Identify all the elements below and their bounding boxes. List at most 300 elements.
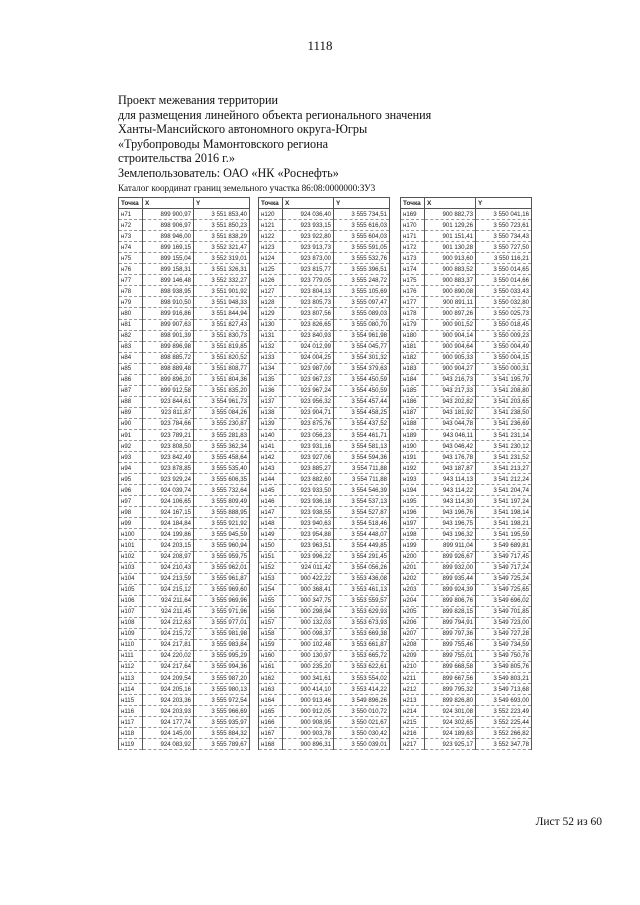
table-row bbox=[259, 728, 390, 739]
y-coordinate-cell: 3 541 230,12 bbox=[476, 441, 532, 452]
y-coordinate-cell: 3 555 248,72 bbox=[334, 275, 390, 286]
y-coordinate-cell: 3 550 009,23 bbox=[476, 330, 532, 341]
y-coordinate-cell: 3 555 961,87 bbox=[194, 573, 250, 584]
table-row bbox=[401, 728, 532, 739]
point-name-cell: н188 bbox=[401, 418, 425, 429]
point-name-cell: н160 bbox=[259, 650, 283, 661]
point-name-cell: н166 bbox=[259, 717, 283, 728]
x-coordinate-cell: 900 912,05 bbox=[283, 706, 334, 717]
x-coordinate-cell: 899 755,46 bbox=[425, 639, 476, 650]
table-row bbox=[401, 275, 532, 286]
y-coordinate-cell: 3 549 725,24 bbox=[476, 573, 532, 584]
x-coordinate-cell: 900 098,37 bbox=[283, 628, 334, 639]
point-name-cell: н123 bbox=[259, 242, 283, 253]
table-row bbox=[259, 452, 390, 463]
y-coordinate-cell: 3 555 921,92 bbox=[194, 518, 250, 529]
header-line: «Трубопроводы Мамонтовского региона bbox=[118, 136, 328, 151]
x-coordinate-cell: 924 106,65 bbox=[143, 496, 194, 507]
y-coordinate-cell: 3 554 450,59 bbox=[334, 385, 390, 396]
point-name-cell: н79 bbox=[119, 297, 143, 308]
x-coordinate-cell: 924 203,93 bbox=[143, 706, 194, 717]
point-name-cell: н81 bbox=[119, 319, 143, 330]
x-coordinate-cell: 923 842,49 bbox=[143, 452, 194, 463]
point-name-cell: н147 bbox=[259, 507, 283, 518]
table-row bbox=[119, 474, 250, 485]
y-coordinate-cell: 3 549 689,81 bbox=[476, 540, 532, 551]
point-name-cell: н71 bbox=[119, 209, 143, 220]
y-coordinate-cell: 3 554 448,07 bbox=[334, 529, 390, 540]
point-name-cell: н205 bbox=[401, 606, 425, 617]
x-coordinate-cell: 923 967,23 bbox=[283, 374, 334, 385]
x-coordinate-cell: 923 811,87 bbox=[143, 407, 194, 418]
point-name-cell: н211 bbox=[401, 673, 425, 684]
y-coordinate-cell: 3 555 888,95 bbox=[194, 507, 250, 518]
point-name-cell: н155 bbox=[259, 595, 283, 606]
x-coordinate-cell: 900 368,41 bbox=[283, 584, 334, 595]
point-name-cell: н182 bbox=[401, 352, 425, 363]
y-coordinate-cell: 3 550 723,61 bbox=[476, 220, 532, 231]
table-row bbox=[401, 286, 532, 297]
table-row bbox=[119, 242, 250, 253]
point-name-cell: н178 bbox=[401, 308, 425, 319]
x-coordinate-cell: 924 208,97 bbox=[143, 551, 194, 562]
point-name-cell: н75 bbox=[119, 253, 143, 264]
x-coordinate-cell: 898 885,72 bbox=[143, 352, 194, 363]
point-name-cell: н82 bbox=[119, 330, 143, 341]
x-coordinate-cell: 900 347,75 bbox=[283, 595, 334, 606]
x-coordinate-cell: 899 828,15 bbox=[425, 606, 476, 617]
x-coordinate-cell: 900 896,31 bbox=[283, 739, 334, 750]
x-coordinate-cell: 923 873,00 bbox=[283, 253, 334, 264]
point-name-cell: н139 bbox=[259, 418, 283, 429]
x-coordinate-cell: 924 199,86 bbox=[143, 529, 194, 540]
x-coordinate-cell: 923 938,55 bbox=[283, 507, 334, 518]
table-row bbox=[119, 706, 250, 717]
x-coordinate-cell: 923 933,15 bbox=[283, 220, 334, 231]
y-coordinate-cell: 3 541 231,52 bbox=[476, 452, 532, 463]
y-coordinate-cell: 3 551 820,52 bbox=[194, 352, 250, 363]
table-row bbox=[119, 540, 250, 551]
point-name-cell: н165 bbox=[259, 706, 283, 717]
x-coordinate-cell: 900 903,78 bbox=[283, 728, 334, 739]
y-coordinate-cell: 3 555 994,36 bbox=[194, 661, 250, 672]
point-name-cell: н106 bbox=[119, 595, 143, 606]
table-row bbox=[119, 739, 250, 750]
y-coordinate-cell: 3 541 238,50 bbox=[476, 407, 532, 418]
y-coordinate-cell: 3 554 461,71 bbox=[334, 429, 390, 440]
point-name-cell: н174 bbox=[401, 264, 425, 275]
table-row bbox=[401, 606, 532, 617]
table-row bbox=[259, 573, 390, 584]
table-row bbox=[119, 253, 250, 264]
y-coordinate-cell: 3 550 004,15 bbox=[476, 352, 532, 363]
x-coordinate-cell: 943 196,76 bbox=[425, 507, 476, 518]
y-coordinate-cell: 3 554 301,32 bbox=[334, 352, 390, 363]
table-row bbox=[259, 695, 390, 706]
x-coordinate-cell: 923 885,27 bbox=[283, 463, 334, 474]
x-coordinate-cell: 923 987,09 bbox=[283, 363, 334, 374]
point-name-cell: н201 bbox=[401, 562, 425, 573]
x-coordinate-cell: 923 956,32 bbox=[283, 396, 334, 407]
y-coordinate-cell: 3 550 032,80 bbox=[476, 297, 532, 308]
table-row bbox=[259, 673, 390, 684]
header-line: Проект межевания территории bbox=[118, 93, 279, 107]
y-coordinate-cell: 3 554 457,44 bbox=[334, 396, 390, 407]
x-coordinate-cell: 899 924,39 bbox=[425, 584, 476, 595]
x-coordinate-cell: 900 298,94 bbox=[283, 606, 334, 617]
table-row bbox=[401, 352, 532, 363]
x-coordinate-cell: 898 889,48 bbox=[143, 363, 194, 374]
y-coordinate-cell: 3 555 981,98 bbox=[194, 628, 250, 639]
point-name-cell: н142 bbox=[259, 452, 283, 463]
point-name-cell: н86 bbox=[119, 374, 143, 385]
table-row bbox=[401, 209, 532, 220]
point-name-cell: н129 bbox=[259, 308, 283, 319]
table-row bbox=[119, 562, 250, 573]
table-row bbox=[119, 584, 250, 595]
y-coordinate-cell: 3 541 195,79 bbox=[476, 374, 532, 385]
table-row bbox=[259, 441, 390, 452]
point-name-cell: н93 bbox=[119, 452, 143, 463]
table-row bbox=[401, 485, 532, 496]
table-row bbox=[119, 717, 250, 728]
y-coordinate-cell: 3 541 198,14 bbox=[476, 507, 532, 518]
x-coordinate-cell: 943 217,33 bbox=[425, 385, 476, 396]
point-name-cell: н172 bbox=[401, 242, 425, 253]
y-coordinate-cell: 3 541 212,24 bbox=[476, 474, 532, 485]
point-name-cell: н87 bbox=[119, 385, 143, 396]
x-coordinate-cell: 943 196,75 bbox=[425, 518, 476, 529]
point-name-cell: н119 bbox=[119, 739, 143, 750]
x-coordinate-cell: 923 882,60 bbox=[283, 474, 334, 485]
y-coordinate-cell: 3 554 711,88 bbox=[334, 463, 390, 474]
y-coordinate-cell: 3 550 033,43 bbox=[476, 286, 532, 297]
y-coordinate-cell: 3 551 835,20 bbox=[194, 385, 250, 396]
point-name-cell: н107 bbox=[119, 606, 143, 617]
table-row bbox=[119, 275, 250, 286]
point-name-cell: н209 bbox=[401, 650, 425, 661]
point-name-cell: н105 bbox=[119, 584, 143, 595]
point-name-cell: н140 bbox=[259, 429, 283, 440]
point-name-cell: н114 bbox=[119, 684, 143, 695]
y-coordinate-cell: 3 550 727,50 bbox=[476, 242, 532, 253]
y-coordinate-cell: 3 552 266,82 bbox=[476, 728, 532, 739]
y-coordinate-cell: 3 551 948,33 bbox=[194, 297, 250, 308]
x-coordinate-cell: 899 826,80 bbox=[425, 695, 476, 706]
x-coordinate-cell: 899 794,91 bbox=[425, 617, 476, 628]
y-coordinate-cell: 3 555 230,87 bbox=[194, 418, 250, 429]
table-row bbox=[119, 441, 250, 452]
table-row bbox=[401, 717, 532, 728]
point-name-cell: н77 bbox=[119, 275, 143, 286]
point-name-cell: н144 bbox=[259, 474, 283, 485]
point-name-cell: н153 bbox=[259, 573, 283, 584]
point-name-cell: н83 bbox=[119, 341, 143, 352]
point-name-cell: н190 bbox=[401, 441, 425, 452]
header-line: Землепользователь: ОАО «НК «Роснефть» bbox=[118, 165, 339, 180]
point-name-cell: н194 bbox=[401, 485, 425, 496]
x-coordinate-cell: 923 996,22 bbox=[283, 551, 334, 562]
table-row bbox=[119, 396, 250, 407]
y-coordinate-cell: 3 555 789,67 bbox=[194, 739, 250, 750]
table-row bbox=[259, 706, 390, 717]
y-coordinate-cell: 3 549 723,00 bbox=[476, 617, 532, 628]
y-coordinate-cell: 3 541 197,24 bbox=[476, 496, 532, 507]
table-row bbox=[259, 319, 390, 330]
x-coordinate-cell: 923 844,61 bbox=[143, 396, 194, 407]
y-coordinate-cell: 3 554 437,52 bbox=[334, 418, 390, 429]
x-coordinate-cell: 901 151,41 bbox=[425, 231, 476, 242]
point-name-cell: н97 bbox=[119, 496, 143, 507]
table-row bbox=[259, 286, 390, 297]
point-name-cell: н170 bbox=[401, 220, 425, 231]
x-coordinate-cell: 924 177,74 bbox=[143, 717, 194, 728]
point-name-cell: н206 bbox=[401, 617, 425, 628]
table-row bbox=[401, 220, 532, 231]
point-name-cell: н121 bbox=[259, 220, 283, 231]
point-name-cell: н78 bbox=[119, 286, 143, 297]
point-name-cell: н148 bbox=[259, 518, 283, 529]
point-name-cell: н96 bbox=[119, 485, 143, 496]
coordinates-table-3 bbox=[400, 197, 532, 750]
x-coordinate-cell: 923 804,13 bbox=[283, 286, 334, 297]
table-row bbox=[119, 209, 250, 220]
x-coordinate-cell: 924 205,16 bbox=[143, 684, 194, 695]
y-coordinate-cell: 3 552 347,78 bbox=[476, 739, 532, 750]
table-row bbox=[119, 385, 250, 396]
y-coordinate-cell: 3 555 591,05 bbox=[334, 242, 390, 253]
y-coordinate-cell: 3 555 945,59 bbox=[194, 529, 250, 540]
y-coordinate-cell: 3 551 838,29 bbox=[194, 231, 250, 242]
table-row bbox=[401, 661, 532, 672]
y-coordinate-cell: 3 541 213,27 bbox=[476, 463, 532, 474]
x-coordinate-cell: 900 890,08 bbox=[425, 286, 476, 297]
point-name-cell: н132 bbox=[259, 341, 283, 352]
y-coordinate-cell: 3 555 995,29 bbox=[194, 650, 250, 661]
table-row bbox=[259, 275, 390, 286]
y-coordinate-cell: 3 553 414,22 bbox=[334, 684, 390, 695]
y-coordinate-cell: 3 555 884,32 bbox=[194, 728, 250, 739]
point-name-cell: н115 bbox=[119, 695, 143, 706]
x-coordinate-cell: 899 795,32 bbox=[425, 684, 476, 695]
table-row bbox=[119, 728, 250, 739]
column-header-y: Y bbox=[194, 198, 250, 209]
y-coordinate-cell: 3 554 546,39 bbox=[334, 485, 390, 496]
y-coordinate-cell: 3 555 616,03 bbox=[334, 220, 390, 231]
y-coordinate-cell: 3 551 804,36 bbox=[194, 374, 250, 385]
table-row bbox=[401, 363, 532, 374]
y-coordinate-cell: 3 541 204,74 bbox=[476, 485, 532, 496]
y-coordinate-cell: 3 550 041,16 bbox=[476, 209, 532, 220]
table-row bbox=[119, 507, 250, 518]
table-row bbox=[259, 385, 390, 396]
table-row bbox=[119, 463, 250, 474]
y-coordinate-cell: 3 553 673,93 bbox=[334, 617, 390, 628]
y-coordinate-cell: 3 555 809,49 bbox=[194, 496, 250, 507]
y-coordinate-cell: 3 554 961,73 bbox=[194, 396, 250, 407]
y-coordinate-cell: 3 551 808,77 bbox=[194, 363, 250, 374]
x-coordinate-cell: 924 217,64 bbox=[143, 661, 194, 672]
y-coordinate-cell: 3 555 084,26 bbox=[194, 407, 250, 418]
x-coordinate-cell: 943 046,11 bbox=[425, 429, 476, 440]
table-row bbox=[259, 507, 390, 518]
x-coordinate-cell: 924 167,15 bbox=[143, 507, 194, 518]
point-name-cell: н156 bbox=[259, 606, 283, 617]
x-coordinate-cell: 899 935,44 bbox=[425, 573, 476, 584]
x-coordinate-cell: 899 667,56 bbox=[425, 673, 476, 684]
point-name-cell: н184 bbox=[401, 374, 425, 385]
x-coordinate-cell: 899 169,15 bbox=[143, 242, 194, 253]
point-name-cell: н149 bbox=[259, 529, 283, 540]
table-row bbox=[401, 628, 532, 639]
point-name-cell: н189 bbox=[401, 429, 425, 440]
page-number: 1118 bbox=[307, 38, 333, 53]
y-coordinate-cell: 3 549 713,68 bbox=[476, 684, 532, 695]
table-row bbox=[119, 418, 250, 429]
y-coordinate-cell: 3 552 225,44 bbox=[476, 717, 532, 728]
y-coordinate-cell: 3 555 969,96 bbox=[194, 595, 250, 606]
y-coordinate-cell: 3 552 223,49 bbox=[476, 706, 532, 717]
table-row bbox=[401, 673, 532, 684]
table-row bbox=[119, 606, 250, 617]
point-name-cell: н72 bbox=[119, 220, 143, 231]
point-name-cell: н150 bbox=[259, 540, 283, 551]
y-coordinate-cell: 3 551 830,73 bbox=[194, 330, 250, 341]
x-coordinate-cell: 899 911,04 bbox=[425, 540, 476, 551]
x-coordinate-cell: 943 202,82 bbox=[425, 396, 476, 407]
x-coordinate-cell: 923 805,73 bbox=[283, 297, 334, 308]
y-coordinate-cell: 3 555 962,01 bbox=[194, 562, 250, 573]
point-name-cell: н191 bbox=[401, 452, 425, 463]
point-name-cell: н158 bbox=[259, 628, 283, 639]
table-row bbox=[119, 297, 250, 308]
table-row bbox=[259, 617, 390, 628]
coordinates-table-2 bbox=[258, 197, 390, 750]
header-line: Ханты-Мансийского автономного округа-Югры bbox=[118, 122, 368, 137]
y-coordinate-cell: 3 555 105,69 bbox=[334, 286, 390, 297]
x-coordinate-cell: 924 189,63 bbox=[425, 728, 476, 739]
y-coordinate-cell: 3 555 080,70 bbox=[334, 319, 390, 330]
column-header-point: Точка bbox=[119, 198, 143, 209]
point-name-cell: н173 bbox=[401, 253, 425, 264]
table-row bbox=[401, 739, 532, 750]
y-coordinate-cell: 3 553 669,38 bbox=[334, 628, 390, 639]
table-row bbox=[119, 628, 250, 639]
table-row bbox=[119, 673, 250, 684]
table-row bbox=[259, 264, 390, 275]
point-name-cell: н212 bbox=[401, 684, 425, 695]
y-coordinate-cell: 3 553 665,72 bbox=[334, 650, 390, 661]
x-coordinate-cell: 898 946,00 bbox=[143, 231, 194, 242]
x-coordinate-cell: 923 904,71 bbox=[283, 407, 334, 418]
x-coordinate-cell: 924 203,36 bbox=[143, 695, 194, 706]
x-coordinate-cell: 943 196,32 bbox=[425, 529, 476, 540]
sheet-footer: Лист 52 из 60 bbox=[535, 816, 602, 828]
y-coordinate-cell: 3 549 717,45 bbox=[476, 551, 532, 562]
x-coordinate-cell: 943 044,78 bbox=[425, 418, 476, 429]
y-coordinate-cell: 3 554 379,63 bbox=[334, 363, 390, 374]
y-coordinate-cell: 3 554 045,77 bbox=[334, 341, 390, 352]
x-coordinate-cell: 924 212,63 bbox=[143, 617, 194, 628]
table-row bbox=[401, 595, 532, 606]
x-coordinate-cell: 899 896,98 bbox=[143, 341, 194, 352]
x-coordinate-cell: 900 102,48 bbox=[283, 639, 334, 650]
point-name-cell: н130 bbox=[259, 319, 283, 330]
x-coordinate-cell: 899 146,48 bbox=[143, 275, 194, 286]
table-row bbox=[401, 650, 532, 661]
table-row bbox=[119, 661, 250, 672]
x-coordinate-cell: 900 904,27 bbox=[425, 363, 476, 374]
point-name-cell: н215 bbox=[401, 717, 425, 728]
x-coordinate-cell: 900 913,60 bbox=[425, 253, 476, 264]
y-coordinate-cell: 3 555 604,03 bbox=[334, 231, 390, 242]
x-coordinate-cell: 924 083,92 bbox=[143, 739, 194, 750]
y-coordinate-cell: 3 553 554,02 bbox=[334, 673, 390, 684]
point-name-cell: н175 bbox=[401, 275, 425, 286]
y-coordinate-cell: 3 553 661,87 bbox=[334, 639, 390, 650]
y-coordinate-cell: 3 554 961,98 bbox=[334, 330, 390, 341]
document-header bbox=[118, 93, 558, 181]
table-row bbox=[401, 639, 532, 650]
point-name-cell: н187 bbox=[401, 407, 425, 418]
table-row bbox=[259, 209, 390, 220]
table-row bbox=[259, 485, 390, 496]
point-name-cell: н214 bbox=[401, 706, 425, 717]
x-coordinate-cell: 923 784,66 bbox=[143, 418, 194, 429]
point-name-cell: н141 bbox=[259, 441, 283, 452]
point-name-cell: н136 bbox=[259, 385, 283, 396]
y-coordinate-cell: 3 555 606,35 bbox=[194, 474, 250, 485]
table-row bbox=[401, 407, 532, 418]
table-row bbox=[401, 573, 532, 584]
point-name-cell: н202 bbox=[401, 573, 425, 584]
x-coordinate-cell: 899 912,58 bbox=[143, 385, 194, 396]
point-name-cell: н88 bbox=[119, 396, 143, 407]
point-name-cell: н197 bbox=[401, 518, 425, 529]
table-row bbox=[259, 606, 390, 617]
point-name-cell: н181 bbox=[401, 341, 425, 352]
x-coordinate-cell: 900 901,52 bbox=[425, 319, 476, 330]
point-name-cell: н100 bbox=[119, 529, 143, 540]
table-row bbox=[119, 650, 250, 661]
table-row bbox=[259, 529, 390, 540]
x-coordinate-cell: 900 883,52 bbox=[425, 264, 476, 275]
y-coordinate-cell: 3 554 711,88 bbox=[334, 474, 390, 485]
y-coordinate-cell: 3 555 959,75 bbox=[194, 551, 250, 562]
y-coordinate-cell: 3 549 725,65 bbox=[476, 584, 532, 595]
table-row bbox=[119, 231, 250, 242]
point-name-cell: н92 bbox=[119, 441, 143, 452]
point-name-cell: н111 bbox=[119, 650, 143, 661]
table-row bbox=[401, 231, 532, 242]
x-coordinate-cell: 899 806,76 bbox=[425, 595, 476, 606]
y-coordinate-cell: 3 551 853,40 bbox=[194, 209, 250, 220]
column-header-x: X bbox=[283, 198, 334, 209]
point-name-cell: н134 bbox=[259, 363, 283, 374]
table-row bbox=[401, 540, 532, 551]
x-coordinate-cell: 924 145,00 bbox=[143, 728, 194, 739]
table-row bbox=[259, 231, 390, 242]
point-name-cell: н210 bbox=[401, 661, 425, 672]
table-row bbox=[401, 297, 532, 308]
x-coordinate-cell: 924 011,42 bbox=[283, 562, 334, 573]
x-coordinate-cell: 924 184,84 bbox=[143, 518, 194, 529]
x-coordinate-cell: 923 840,93 bbox=[283, 330, 334, 341]
table-row bbox=[259, 352, 390, 363]
table-row bbox=[119, 518, 250, 529]
table-row bbox=[259, 407, 390, 418]
table-row bbox=[119, 330, 250, 341]
